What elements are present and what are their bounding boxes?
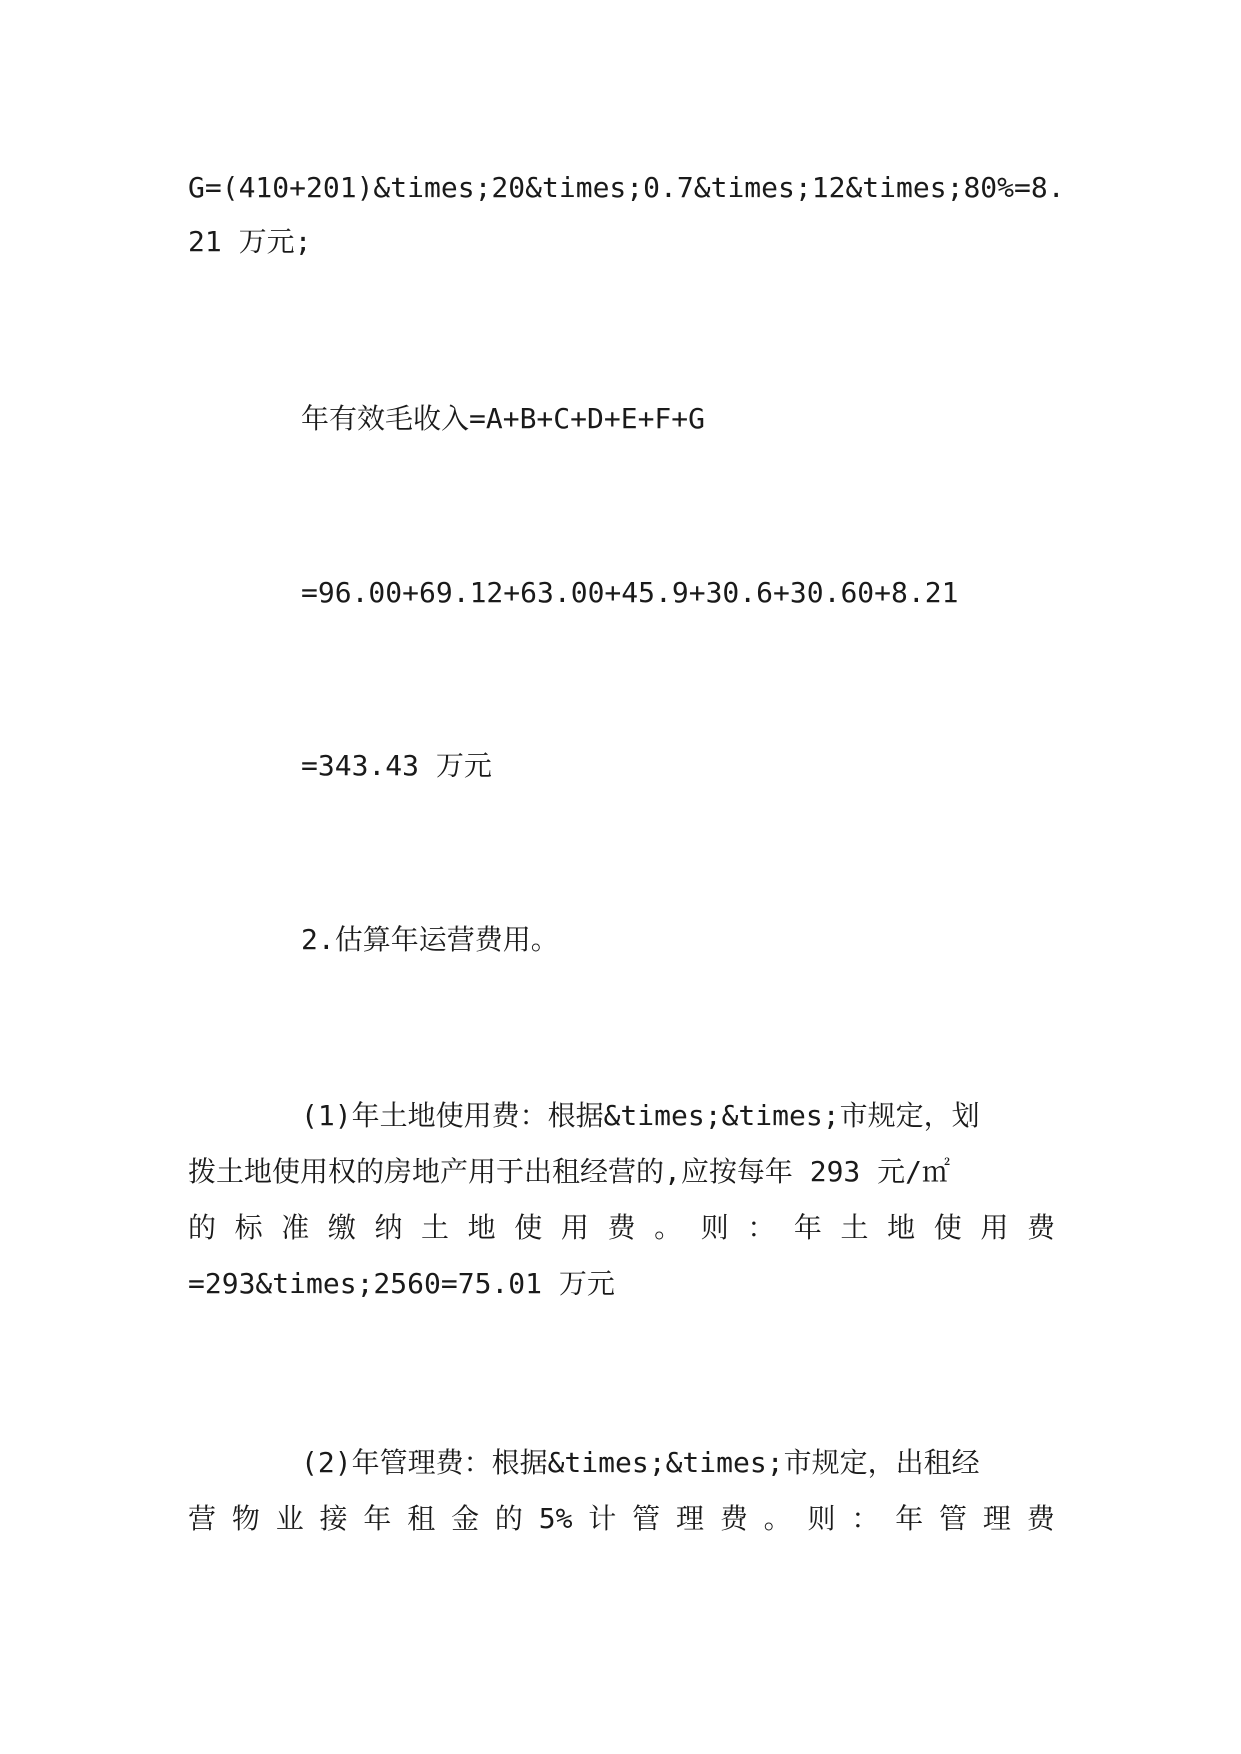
justified-word: 计 [588,1502,617,1535]
paragraph-land-fee-line-3 [188,1208,1055,1248]
justified-word: 土 [421,1211,450,1244]
justified-word: 使 [514,1211,543,1244]
justified-word: 管 [632,1502,661,1535]
justified-word: 年 [895,1502,924,1535]
justified-word: 年 [363,1502,392,1535]
justified-word: 用 [980,1211,1009,1244]
justified-word: 则 [807,1502,836,1535]
justified-word: 费 [1026,1502,1055,1535]
justified-word: 营 [188,1502,217,1535]
justified-word: 缴 [327,1211,356,1244]
justified-word: ： [851,1502,880,1535]
justified-word: 土 [840,1211,869,1244]
justified-word: 费 [607,1211,636,1244]
paragraph-g-formula-line-2: 21 万元; [188,225,312,258]
justified-word: 。 [763,1502,792,1535]
justified-word: 用 [560,1211,589,1244]
justified-word: 纳 [374,1211,403,1244]
justified-word: 管 [939,1502,968,1535]
paragraph-income-sum: =96.00+69.12+63.00+45.9+30.6+30.60+8.21 [301,576,959,609]
justified-word: 接 [319,1502,348,1535]
paragraph-effective-gross-income: 年有效毛收入=A+B+C+D+E+F+G [301,402,706,435]
justified-word: 金 [451,1502,480,1535]
paragraph-income-total: =343.43 万元 [301,749,492,782]
justified-word: 理 [982,1502,1011,1535]
justified-word: 租 [407,1502,436,1535]
paragraph-management-fee-line-1: (2)年管理费：根据&times;&times;市规定，出租经 [301,1446,980,1479]
justified-word: ： [747,1211,776,1244]
justified-word: 准 [281,1211,310,1244]
justified-word: 则 [700,1211,729,1244]
justified-word: 年 [793,1211,822,1244]
justified-word: 地 [467,1211,496,1244]
paragraph-land-fee-line-4: =293&times;2560=75.01 万元 [188,1267,615,1300]
justified-word: 物 [231,1502,260,1535]
justified-word: 费 [1026,1211,1055,1244]
paragraph-land-fee-line-2: 拨土地使用权的房地产用于出租经营的,应按每年 293 元/㎡ [188,1155,951,1188]
paragraph-management-fee-line-2 [188,1499,1055,1539]
justified-word: 业 [275,1502,304,1535]
justified-word: 理 [675,1502,704,1535]
section-heading-operating-costs: 2.估算年运营费用。 [301,923,559,956]
justified-word: 地 [887,1211,916,1244]
justified-word: 费 [719,1502,748,1535]
justified-word: 使 [933,1211,962,1244]
justified-word: 的 [188,1211,217,1244]
justified-word: 的 [494,1502,523,1535]
justified-word: 标 [234,1211,263,1244]
justified-word: 。 [654,1211,683,1244]
paragraph-land-fee-line-1: (1)年土地使用费：根据&times;&times;市规定，划 [301,1099,980,1132]
justified-word: 5% [538,1502,573,1535]
paragraph-g-formula-line-1: G=(410+201)&times;20&times;0.7&times;12&times;80%=8. [188,171,1065,204]
